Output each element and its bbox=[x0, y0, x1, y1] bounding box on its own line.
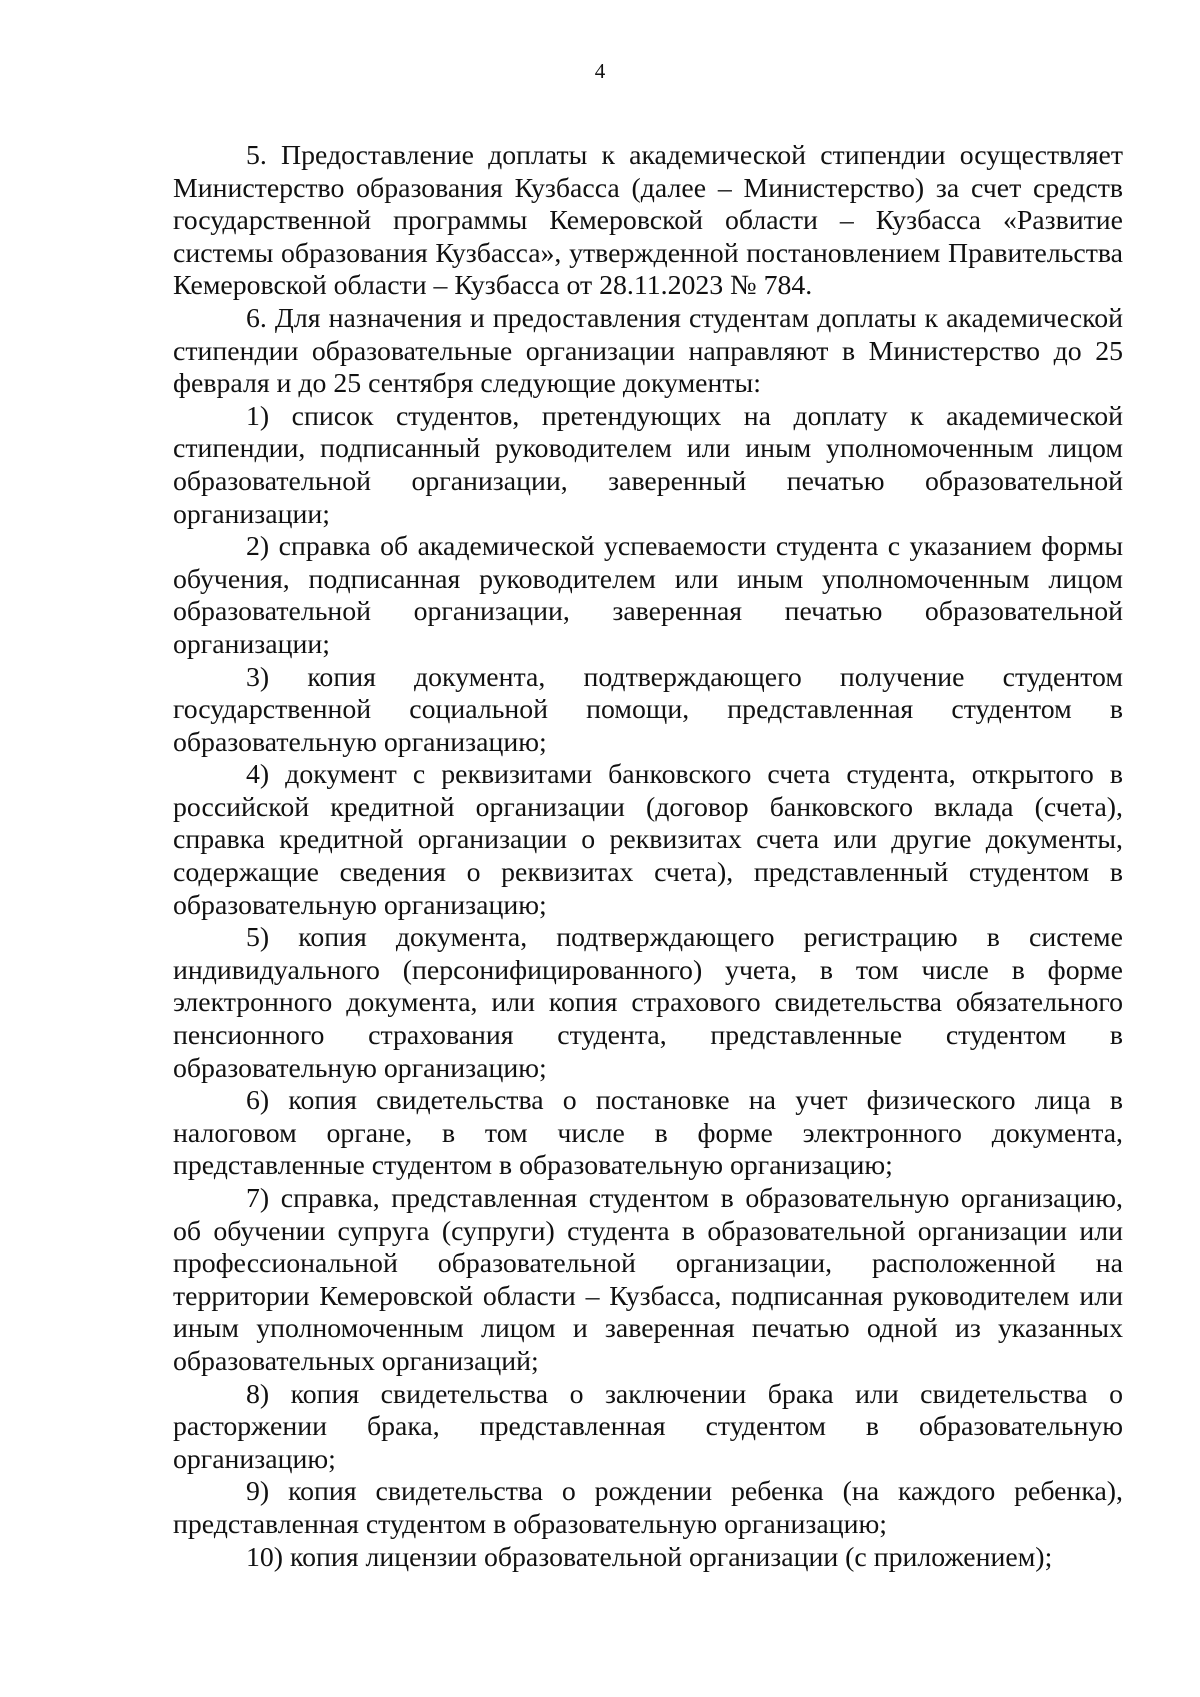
page-number: 4 bbox=[594, 59, 606, 83]
list-item-10-license-copy: 10) копия лицензии образовательной организации (с приложением); bbox=[246, 1541, 1053, 1573]
list-item-7-spouse-study-certificate: 7) справка, представленная студентом в образовательную организацию, об обучении супруга (супруги) студента в образовательной организации или профессиональной образовательной организации, расположенной на территории Кемеровской области – Кузбасса, подписанная руководителем или иным уполномоченным лицом и заверенная печатью одной из указанных образовательных организаций; bbox=[173, 1183, 1123, 1377]
list-item-8-marriage-certificate-copy: 8) копия свидетельства о заключении брака или свидетельства о расторжении брака, представленная студентом в образовательную организацию; bbox=[173, 1378, 1123, 1475]
list-item-6-tax-certificate-copy: 6) копия свидетельства о постановке на учет физического лица в налоговом органе, в том числе в форме электронного документа, представленные студентом в образовательную организацию; bbox=[173, 1085, 1123, 1182]
list-item-1-student-list: 1) список студентов, претендующих на доплату к академической стипендии, подписанный руководителем или иным уполномоченным лицом образовательной организации, заверенный печатью образовательной организации; bbox=[173, 400, 1123, 530]
paragraph-5-funding: 5. Предоставление доплаты к академической стипендии осуществляет Министерство образования Кузбасса (далее – Министерство) за счет средств государственной программы Кемеровской области – Кузбасса «Развитие системы образования Кузбасса», утвержденной постановлением Правительства Кемеровской области – Кузбасса от 28.11.2023 № 784. bbox=[173, 140, 1123, 302]
list-item-5-registration-copy: 5) копия документа, подтверждающего регистрацию в системе индивидуального (персонифицированного) учета, в том числе в форме электронного документа, или копия страхового свидетельства обязательного пенсионного страхования студента, представленные студентом в образовательную организацию; bbox=[173, 922, 1123, 1084]
list-item-3-social-assistance-copy: 3) копия документа, подтверждающего получение студентом государственной социальной помощи, представленная студентом в образовательную организацию; bbox=[173, 661, 1123, 758]
paragraph-6-documents: 6. Для назначения и предоставления студентам доплаты к академической стипендии образовательные организации направляют в Министерство до 25 февраля и до 25 сентября следующие документы: bbox=[173, 302, 1123, 400]
list-item-9-birth-certificate-copy: 9) копия свидетельства о рождении ребенка (на каждого ребенка), представленная студентом в образовательную организацию; bbox=[173, 1476, 1123, 1540]
document-body bbox=[173, 140, 1123, 1574]
list-item-2-academic-certificate: 2) справка об академической успеваемости студента с указанием формы обучения, подписанная руководителем или иным уполномоченным лицом образовательной организации, заверенная печатью образовательной организации; bbox=[173, 531, 1123, 660]
list-item-4-bank-details: 4) документ с реквизитами банковского счета студента, открытого в российской кредитной организации (договор банковского вклада (счета), справка кредитной организации о реквизитах счета или другие документы, содержащие сведения о реквизитах счета), представленный студентом в образовательную организацию; bbox=[173, 759, 1123, 921]
